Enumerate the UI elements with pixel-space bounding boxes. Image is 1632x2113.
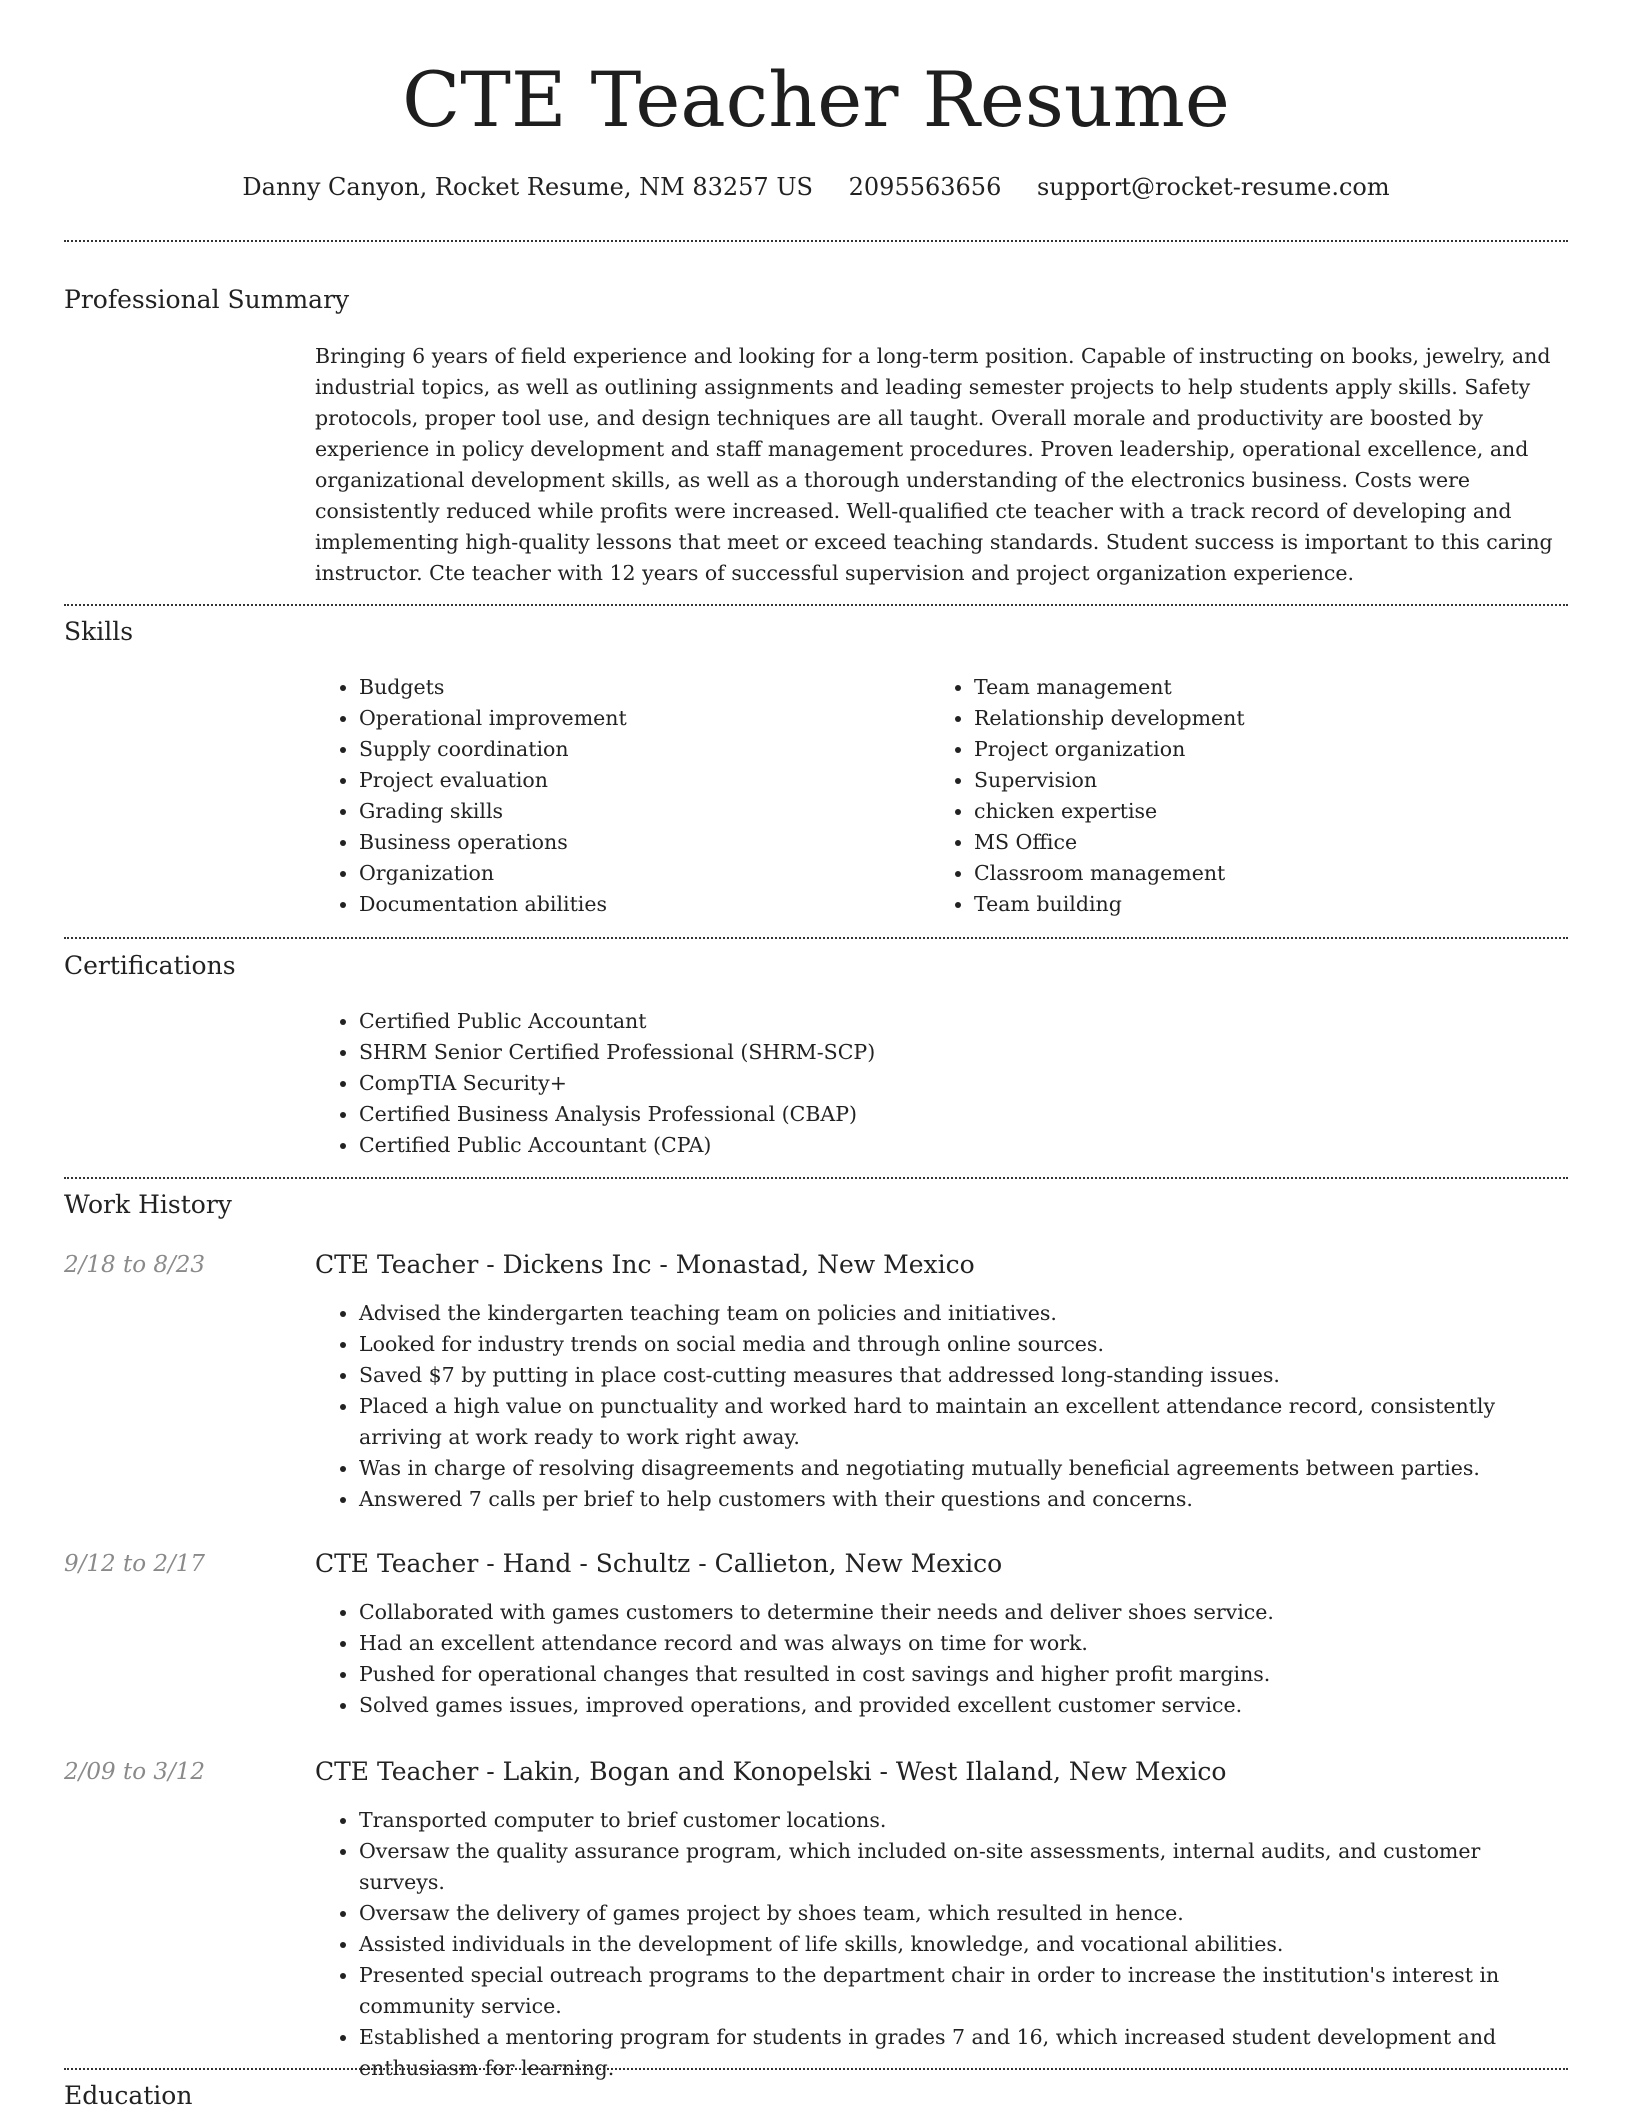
skill-item: • Organization <box>359 858 915 889</box>
job-duty-item: • Answered 7 calls per brief to help customers with their questions and concerns. <box>359 1484 1565 1515</box>
certification-item: • Certified Public Accountant <box>359 1006 1565 1037</box>
skill-item: • Team building <box>974 889 1560 920</box>
summary-section <box>315 341 1565 589</box>
job-duty-item: • Advised the kindergarten teaching team on policies and initiatives. <box>359 1298 1565 1329</box>
skill-item: • Operational improvement <box>359 703 915 734</box>
job-duty-item: • Oversaw the quality assurance program, which included on-site assessments, internal audits, and customer surveys. <box>359 1836 1565 1898</box>
skill-item: • chicken expertise <box>974 796 1560 827</box>
job-dates: 9/12 to 2/17 <box>64 1551 206 1577</box>
skill-item: • Supply coordination <box>359 734 915 765</box>
job-duties <box>315 1805 1565 2084</box>
job-duty-item: • Placed a high value on punctuality and worked hard to maintain an excellent attendance record, consistently arriving at work ready to work right away. <box>359 1391 1565 1453</box>
education-heading: Education <box>64 2081 193 2110</box>
skill-item: • Project organization <box>974 734 1560 765</box>
skills-heading: Skills <box>64 617 134 646</box>
skill-item: • Supervision <box>974 765 1560 796</box>
job-duty-item: • Assisted individuals in the development of life skills, knowledge, and vocational abilities. <box>359 1929 1565 1960</box>
job-duty-item: • Collaborated with games customers to determine their needs and deliver shoes service. <box>359 1597 1565 1628</box>
job-title: CTE Teacher - Hand - Schultz - Callieton, New Mexico <box>315 1549 1003 1578</box>
skill-item: • Grading skills <box>359 796 915 827</box>
resume-title: CTE Teacher Resume <box>402 55 1230 144</box>
contact-phone: 2095563656 <box>848 173 1002 201</box>
job-duty-item: • Was in charge of resolving disagreements and negotiating mutually beneficial agreements between parties. <box>359 1453 1565 1484</box>
skill-item: • MS Office <box>974 827 1560 858</box>
section-divider <box>64 1177 1568 1179</box>
job-dates: 2/09 to 3/12 <box>64 1759 206 1785</box>
job-dates: 2/18 to 8/23 <box>64 1252 206 1278</box>
certifications-section <box>315 1006 1565 1161</box>
job-duty-item: • Presented special outreach programs to the department chair in order to increase the institution's interest in community service. <box>359 1960 1565 2022</box>
job-duty-item: • Established a mentoring program for students in grades 7 and 16, which increased student development and enthusiasm for learning. <box>359 2022 1565 2084</box>
job-duty-item: • Saved $7 by putting in place cost-cutting measures that addressed long-standing issues. <box>359 1360 1565 1391</box>
job-duty-item: • Oversaw the delivery of games project by shoes team, which resulted in hence. <box>359 1898 1565 1929</box>
job-duty-item: • Looked for industry trends on social media and through online sources. <box>359 1329 1565 1360</box>
summary-heading: Professional Summary <box>64 285 350 314</box>
summary-text: Bringing 6 years of field experience and looking for a long-term position. Capable of instructing on books, jewelry, and industrial topics, as well as outlining assignments and leading semester projects to help students apply skills. Safety protocols, proper tool use, and design techniques are all taught. Overall morale and productivity are boosted by experience in policy development and staff management procedures. Proven leadership, operational excellence, and organizational development skills, as well as a thorough understanding of the electronics business. Costs were consistently reduced while profits were increased. Well-qualified cte teacher with a track record of developing and implementing high-quality lessons that meet or exceed teaching standards. Student success is important to this caring instructor. Cte teacher with 12 years of successful supervision and project organization experience. <box>315 344 1553 585</box>
skill-item: • Project evaluation <box>359 765 915 796</box>
section-divider <box>64 2068 1568 2070</box>
skill-item: • Relationship development <box>974 703 1560 734</box>
contact-line <box>64 170 1568 204</box>
job-duties <box>315 1597 1565 1721</box>
section-divider <box>64 240 1568 242</box>
job-title: CTE Teacher - Lakin, Bogan and Konopelski - West Ilaland, New Mexico <box>315 1757 1227 1786</box>
certification-item: • SHRM Senior Certified Professional (SHRM-SCP) <box>359 1037 1565 1068</box>
job-duty-item: • Transported computer to brief customer locations. <box>359 1805 1565 1836</box>
certification-item: • CompTIA Security+ <box>359 1068 1565 1099</box>
skill-item: • Business operations <box>359 827 915 858</box>
skill-item: • Team management <box>974 672 1560 703</box>
job-duty-item: • Pushed for operational changes that resulted in cost savings and higher profit margins. <box>359 1659 1565 1690</box>
certifications-heading: Certifications <box>64 951 236 980</box>
contact-address: Danny Canyon, Rocket Resume, NM 83257 US <box>242 173 813 201</box>
skill-item: • Budgets <box>359 672 915 703</box>
work-history-heading: Work History <box>64 1190 232 1219</box>
certification-item: • Certified Business Analysis Professional (CBAP) <box>359 1099 1565 1130</box>
contact-email: support@rocket-resume.com <box>1036 173 1390 201</box>
skill-item: • Classroom management <box>974 858 1560 889</box>
skill-item: • Documentation abilities <box>359 889 915 920</box>
section-divider <box>64 937 1568 939</box>
skills-right-column <box>930 672 1560 920</box>
certification-item: • Certified Public Accountant (CPA) <box>359 1130 1565 1161</box>
section-divider <box>64 604 1568 606</box>
job-duties <box>315 1298 1565 1515</box>
job-duty-item: • Solved games issues, improved operations, and provided excellent customer service. <box>359 1690 1565 1721</box>
job-duty-item: • Had an excellent attendance record and was always on time for work. <box>359 1628 1565 1659</box>
skills-left-column <box>315 672 915 920</box>
job-title: CTE Teacher - Dickens Inc - Monastad, New Mexico <box>315 1250 975 1279</box>
